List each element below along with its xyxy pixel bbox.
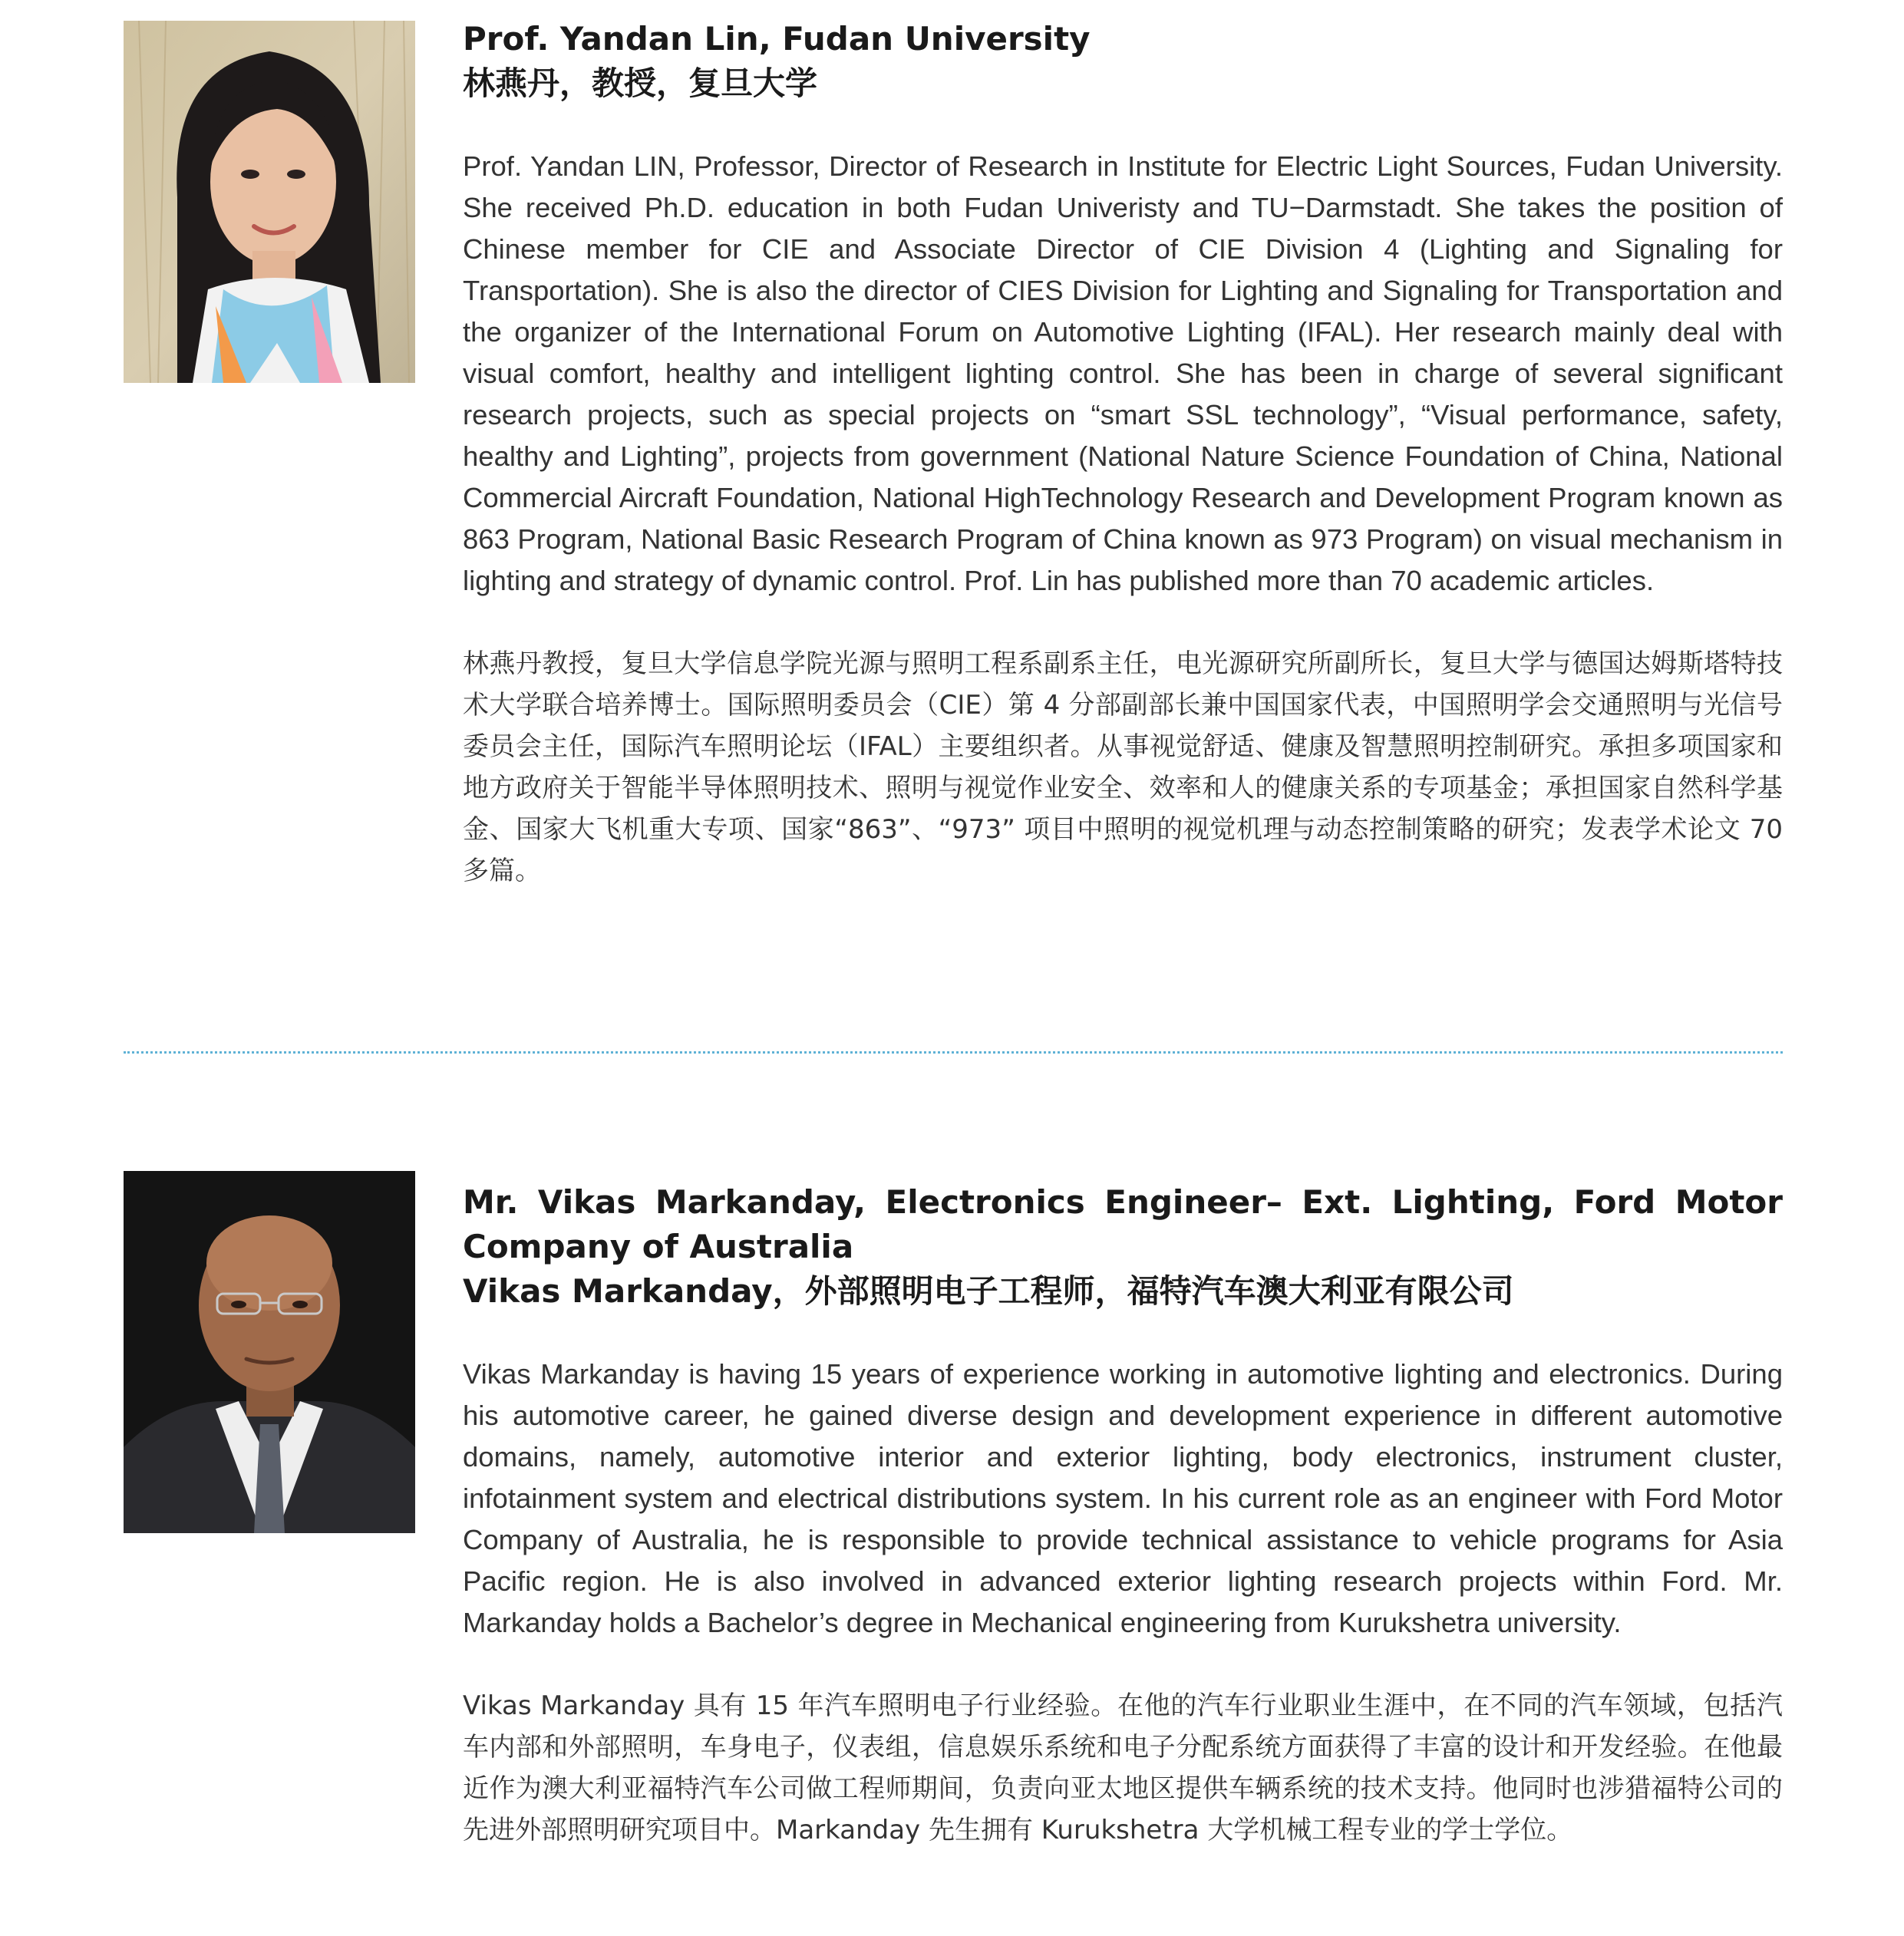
speaker-bio-chinese: 林燕丹教授，复旦大学信息学院光源与照明工程系副系主任，电光源研究所副所长，复旦大学与德国达姆斯塔特技术大学联合培养博士。国际照明委员会（CIE）第 4 分部副部长兼中国国家代表，中国照明学会交通照明与光信号委员会主任，国际汽车照明论坛（IFAL）主要组织者。从事视觉舒适、健康及智慧照明控制研究。承担多项国家和地方政府关于智能半导体照明技术、照明与视觉作业安全、效率和人的健康关系的专项基金；承担国家自然科学基金、国家大飞机重大专项、国家“863”、“973” 项目中照明的视觉机理与动态控制策略的研究；发表学术论文 70 多篇。 [463,648,1783,886]
speaker-name-english: Prof. Yandan Lin, Fudan University [463,20,1091,58]
speaker-name-chinese: 林燕丹，教授，复旦大学 [463,64,818,102]
speaker-photo-yandan-lin [124,21,415,383]
speaker-bio-english: Prof. Yandan LIN, Professor, Director of Research in Institute for Electric Light Sources, Fudan University. She received Ph.D. education in both Fudan Univeristy and TU−Darmstadt. She takes the position of Chinese member for CIE and Associate Director of CIE Division 4 (Lighting and Signaling for Transportation). She is also the director of CIES Division for Lighting and Signaling for Transportation and the organizer of the International Forum on Automotive Lighting (IFAL). Her research mainly deal with visual comfort, healthy and intelligent lighting control. She has been in charge of several significant research projects, such as special projects on “smart SSL technology”, “Visual performance, safety, healthy and Lighting”, projects from government (National Nature Science Foundation of China, National Commercial Aircraft Foundation, National HighTechnology Research and Development Program known as 863 Program, National Basic Research Program of China known as 973 Program) on visual mechanism in lighting and strategy of dynamic control. Prof. Lin has published more than 70 academic articles. [463,150,1783,596]
speaker-name-english: Mr. Vikas Markanday, Electronics Engineer– Ext. Lighting, Ford Motor Company of Australia [463,1183,1783,1265]
speaker-bio-english: Vikas Markanday is having 15 years of experience working in automotive lighting and electronics. During his automotive career, he gained diverse design and development experience in different automotive domains, namely, automotive interior and exterior lighting, body electronics, instrument cluster, infotainment system and electrical distributions system. In his current role as an engineer with Ford Motor Company of Australia, he is responsible to provide technical assistance to vehicle programs for Asia Pacific region. He is also involved in advanced exterior lighting research projects within Ford. Mr. Markanday holds a Bachelor’s degree in Mechanical engineering from Kurukshetra university. [463,1358,1783,1638]
speaker-content [463,17,1783,892]
speaker-content [463,1180,1783,1851]
speaker-name-chinese: Vikas Markanday，外部照明电子工程师，福特汽车澳大利亚有限公司 [463,1272,1514,1310]
portrait-image [124,1171,415,1533]
section-divider [124,1051,1783,1054]
portrait-image [124,21,415,383]
speaker-photo-vikas-markanday [124,1171,415,1533]
speaker-bio-chinese: Vikas Markanday 具有 15 年汽车照明电子行业经验。在他的汽车行业职业生涯中，在不同的汽车领域，包括汽车内部和外部照明，车身电子，仪表组，信息娱乐系统和电子分配系统方面获得了丰富的设计和开发经验。在他最近作为澳大利亚福特汽车公司做工程师期间，负责向亚太地区提供车辆系统的技术支持。他同时也涉猎福特公司的先进外部照明研究项目中。Markanday 先生拥有 Kurukshetra 大学机械工程专业的学士学位。 [463,1690,1783,1845]
